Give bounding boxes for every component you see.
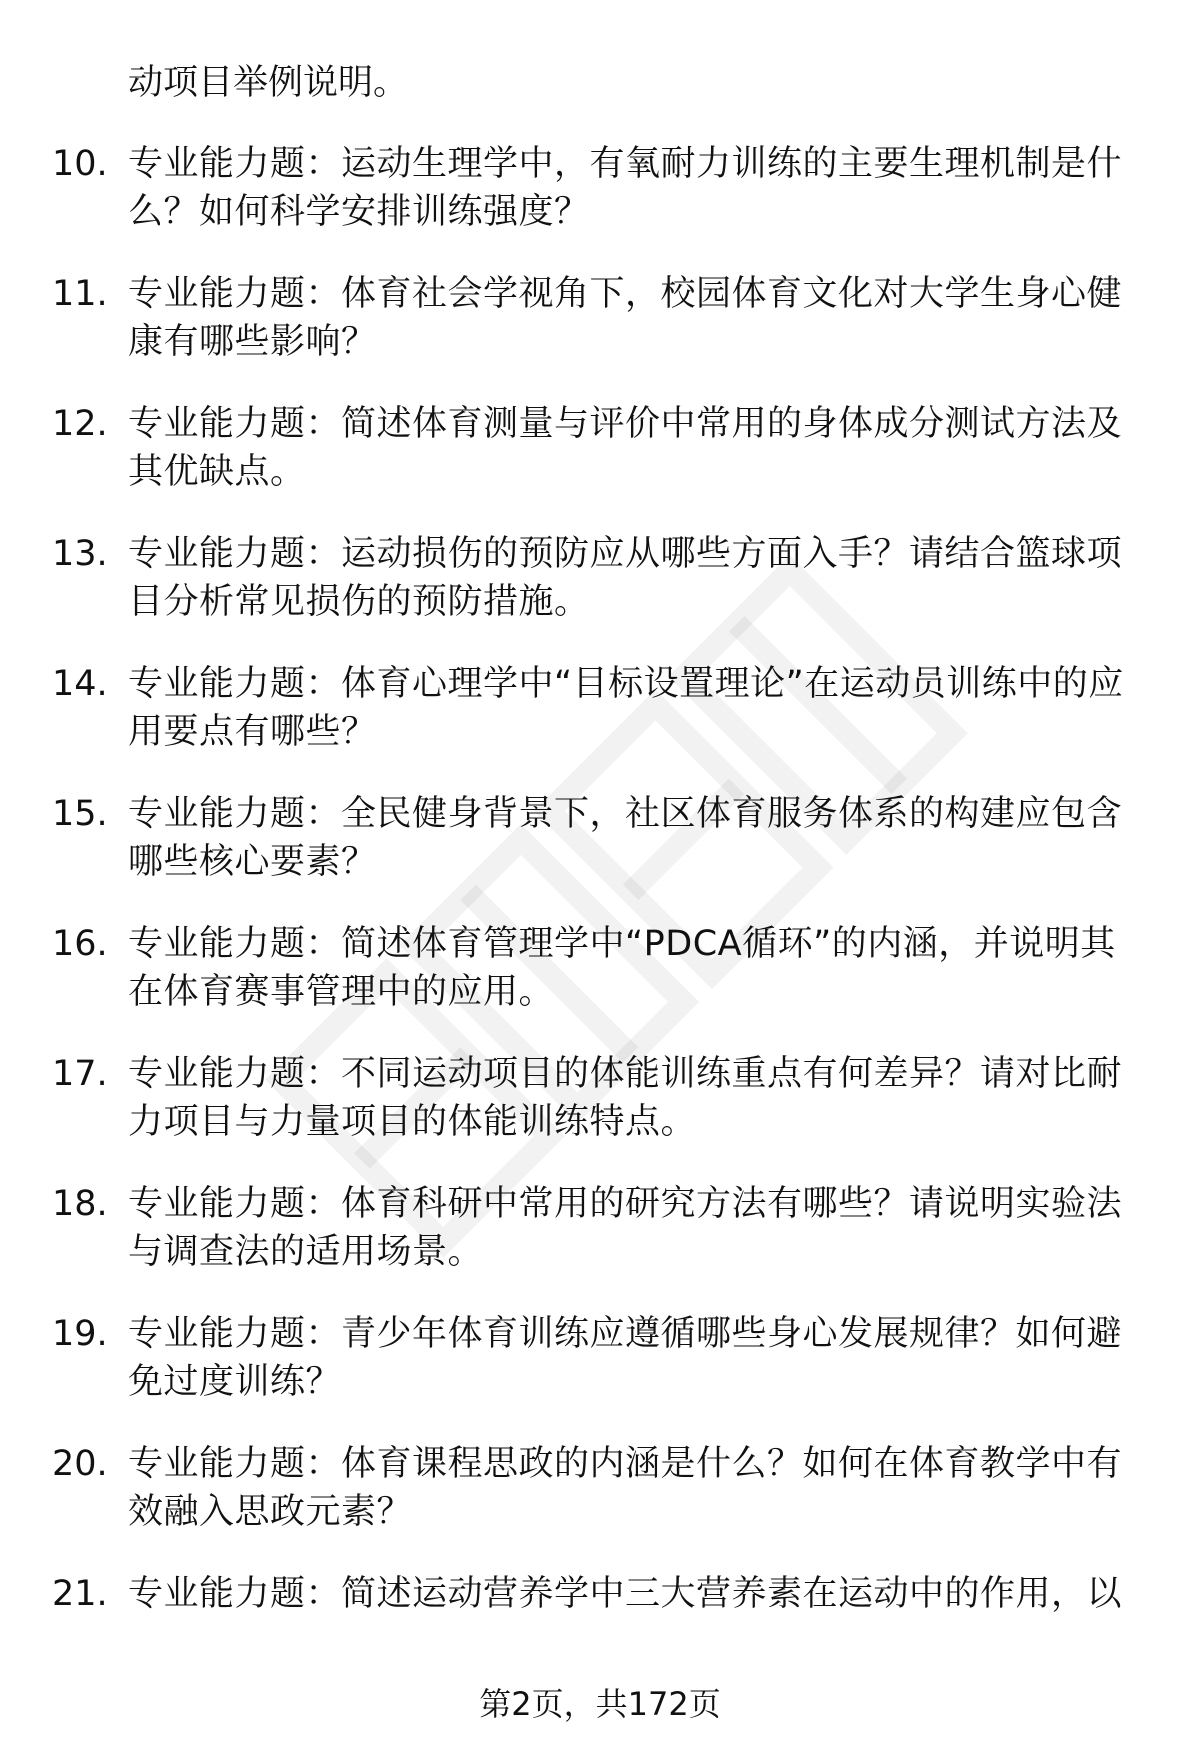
list-item [0, 140, 1200, 270]
question-body: 全民健身背景下，社区体育服务体系的构建应包含哪些核心要素？ [128, 794, 1123, 882]
question-category: 专业能力题： [128, 924, 342, 964]
question-category: 专业能力题： [128, 1314, 342, 1354]
question-category: 专业能力题： [128, 1574, 342, 1614]
question-body: 运动损伤的预防应从哪些方面入手？请结合篮球项目分析常见损伤的预防措施。 [128, 534, 1123, 622]
question-text [128, 140, 1138, 236]
question-body: 体育课程思政的内涵是什么？如何在体育教学中有效融入思政元素？ [128, 1444, 1123, 1532]
list-item [0, 920, 1200, 1050]
question-number: 10. [52, 144, 108, 184]
continued-text: 动项目举例说明。 [128, 63, 409, 103]
question-body: 简述体育测量与评价中常用的身体成分测试方法及其优缺点。 [128, 404, 1123, 492]
question-text [128, 1180, 1138, 1276]
list-item [0, 1440, 1200, 1570]
question-text [128, 270, 1138, 366]
question-number: 15. [52, 794, 108, 834]
question-category: 专业能力题： [128, 404, 342, 444]
question-body: 运动生理学中，有氧耐力训练的主要生理机制是什么？如何科学安排训练强度？ [128, 144, 1123, 232]
list-item [0, 400, 1200, 530]
question-text [128, 1050, 1138, 1146]
question-category: 专业能力题： [128, 1184, 342, 1224]
question-text [128, 790, 1138, 886]
question-number: 17. [52, 1054, 108, 1094]
list-item [0, 1050, 1200, 1180]
list-item [0, 270, 1200, 400]
question-body: 简述运动营养学中三大营养素在运动中的作用，以 [341, 1574, 1123, 1614]
question-number: 13. [52, 534, 108, 574]
question-text [128, 920, 1138, 1016]
list-item [0, 660, 1200, 790]
question-list [0, 140, 1200, 1700]
question-category: 专业能力题： [128, 534, 342, 574]
question-category: 专业能力题： [128, 274, 342, 314]
question-category: 专业能力题： [128, 144, 342, 184]
question-number: 19. [52, 1314, 108, 1354]
question-category: 专业能力题： [128, 1054, 342, 1094]
list-item [0, 790, 1200, 920]
question-number: 16. [52, 924, 108, 964]
question-number: 11. [52, 274, 108, 314]
question-body: 不同运动项目的体能训练重点有何差异？请对比耐力项目与力量项目的体能训练特点。 [128, 1054, 1123, 1142]
question-text [128, 1310, 1138, 1406]
question-category: 专业能力题： [128, 664, 342, 704]
question-body: 简述体育管理学中“PDCA循环”的内涵，并说明其在体育赛事管理中的应用。 [128, 924, 1116, 1012]
question-category: 专业能力题： [128, 794, 342, 834]
question-text [128, 400, 1138, 496]
list-item [0, 1180, 1200, 1310]
question-body: 青少年体育训练应遵循哪些身心发展规律？如何避免过度训练？ [128, 1314, 1123, 1402]
question-body: 体育社会学视角下，校园体育文化对大学生身心健康有哪些影响？ [128, 274, 1123, 362]
list-item [0, 1310, 1200, 1440]
page-footer: 第2页，共172页 [479, 1685, 721, 1723]
question-text [128, 530, 1138, 626]
question-text [128, 660, 1138, 756]
question-body: 体育科研中常用的研究方法有哪些？请说明实验法与调查法的适用场景。 [128, 1184, 1123, 1272]
question-number: 18. [52, 1184, 108, 1224]
question-body: 体育心理学中“目标设置理论”在运动员训练中的应用要点有哪些？ [128, 664, 1124, 752]
question-number: 20. [52, 1444, 108, 1484]
list-item [0, 530, 1200, 660]
question-number: 14. [52, 664, 108, 704]
question-text [128, 1440, 1138, 1536]
question-number: 21. [52, 1574, 108, 1614]
question-category: 专业能力题： [128, 1444, 342, 1484]
question-text [128, 1570, 1138, 1618]
question-number: 12. [52, 404, 108, 444]
